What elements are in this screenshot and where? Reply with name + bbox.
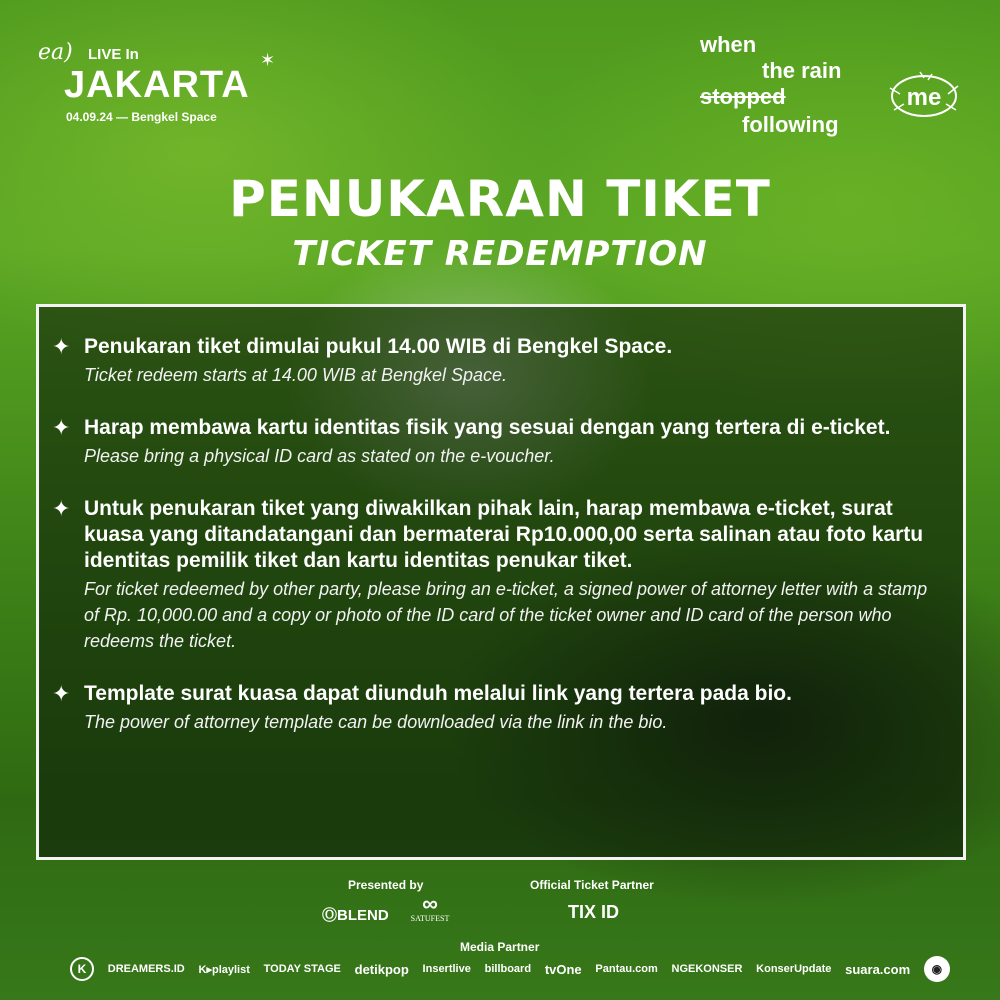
me-logo-icon [880, 68, 968, 134]
redemption-list [52, 334, 942, 762]
list-item [52, 496, 942, 654]
album-line-3: stopped [700, 84, 786, 109]
tixid-logo: TIX ID [568, 902, 620, 922]
today-stage-logo: TODAY STAGE [263, 963, 341, 975]
konserupdate-logo: KonserUpdate [756, 963, 832, 975]
item-text-id: Untuk penukaran tiket yang diwakilkan pihak lain, harap membawa e-ticket, surat kuasa yang ditandatangani dan bermaterai Rp10.000,00 serta salinan atau foto kartu identitas pemilik tiket dan kartu identitas penukar tiket. [84, 497, 924, 572]
satufest-text: SATUFEST [410, 914, 450, 923]
pantau-logo: Pantau.com [595, 963, 658, 975]
item-text-id: Template surat kuasa dapat diunduh melalui link yang tertera pada bio. [84, 682, 792, 705]
item-text-id: Harap membawa kartu identitas fisik yang sesuai dengan yang tertera di e-ticket. [84, 416, 891, 439]
star-icon: ✶ [260, 50, 276, 70]
ea-logo: ea) [38, 40, 73, 65]
event-brand [38, 40, 278, 130]
detikpop-logo: detikpop [354, 961, 409, 977]
album-line-1: when [700, 32, 757, 57]
item-text-en: Ticket redeem starts at 14.00 WIB at Bengkel Space. [84, 365, 508, 385]
me-logo [880, 68, 968, 134]
page-title: PENUKARAN TIKET [229, 170, 771, 228]
list-item [52, 681, 942, 735]
me-logo-text: me [906, 84, 942, 111]
star-bullet-icon: ✦ [52, 681, 71, 706]
star-bullet-icon: ✦ [52, 496, 71, 521]
star-bullet-icon: ✦ [52, 334, 71, 359]
presented-by-label: Presented by [348, 878, 424, 892]
satufest-logo [404, 891, 456, 923]
tvone-logo: tvOne [544, 961, 582, 977]
album-line-4: following [742, 112, 839, 137]
album-line-2: the rain [762, 58, 842, 83]
list-item [52, 334, 942, 388]
item-text-en: Please bring a physical ID card as stated on the e-voucher. [84, 446, 555, 466]
ngekonser-logo: NGEKONSER [671, 963, 743, 975]
list-item [52, 415, 942, 469]
item-text-en: The power of attorney template can be downloaded via the link in the bio. [84, 712, 668, 732]
suara-logo: suara.com [845, 961, 911, 977]
kplaylist-logo: K▸playlist [198, 963, 250, 976]
billboard-logo: billboard [484, 963, 532, 975]
media-partner-logos [70, 952, 950, 986]
item-text-en: For ticket redeemed by other party, please bring an e-ticket, a signed power of attorney letter with a stamp of Rp. 10,000.00 and a copy or photo of the ID card of the ticket owner and ID card of the person who redeems the ticket. [84, 579, 928, 651]
date-venue: 04.09.24 — Bengkel Space [66, 110, 217, 124]
page-subtitle: TICKET REDEMPTION [292, 234, 708, 274]
star-bullet-icon: ✦ [52, 415, 71, 440]
item-text-id: Penukaran tiket dimulai pukul 14.00 WIB di Bengkel Space. [84, 335, 673, 358]
dreamers-logo: DREAMERS.ID [107, 963, 185, 975]
live-in-label: LIVE In [88, 46, 139, 63]
circle-logo: ◉ [924, 956, 950, 982]
k-logo: K [70, 957, 94, 981]
media-partner-label: Media Partner [460, 940, 540, 954]
album-title [700, 32, 880, 152]
blend-logo: ⓄBLEND [322, 907, 389, 924]
insertlive-logo: Insertlive [422, 963, 471, 975]
city-name: JAKARTA [64, 64, 250, 106]
ticket-partner-label: Official Ticket Partner [530, 878, 654, 892]
satufest-icon: ∞ [422, 891, 438, 916]
